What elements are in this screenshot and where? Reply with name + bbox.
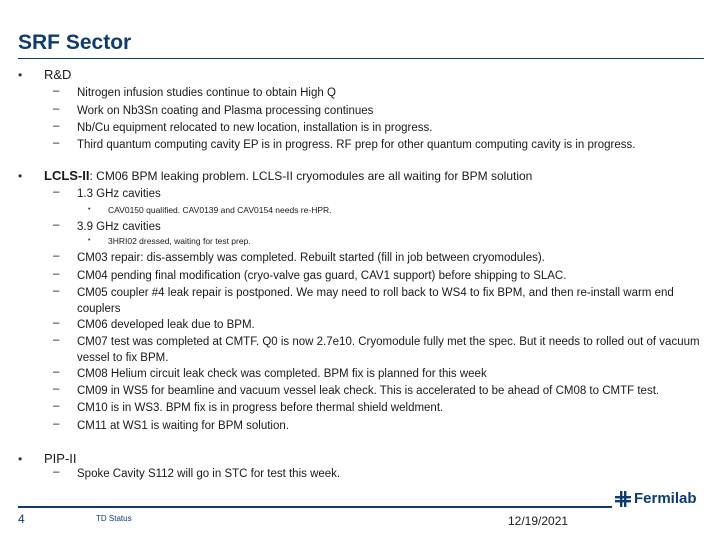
dash-marker: – [53, 120, 60, 132]
list-item: CM08 Helium circuit leak check was completed. BPM fix is planned for this week [77, 368, 487, 380]
list-item: CM04 pending final modification (cryo-valve gas guard, CAV1 support) before shipping to SLAC. [77, 270, 567, 282]
dash-marker: – [53, 317, 60, 329]
fermilab-logo-text: Fermilab [634, 490, 697, 507]
bullet-pip: • [18, 452, 23, 466]
dash-marker: – [53, 285, 60, 297]
heading-pip: PIP-II [44, 451, 77, 466]
dash-marker: – [53, 400, 60, 412]
footer-divider [18, 506, 612, 508]
heading-lcls [44, 168, 532, 183]
list-item: Third quantum computing cavity EP is in progress. RF prep for other quantum computing cavity is in progress. [77, 139, 636, 151]
dash-marker: – [53, 268, 60, 280]
list-item: CM09 in WS5 for beamline and vacuum vessel leak check. This is accelerated to be ahead of CM08 to CMTF test. [77, 385, 660, 397]
sub-heading-39ghz: 3.9 GHz cavities [77, 221, 161, 233]
page-number: 4 [18, 512, 25, 526]
bullet-rd: • [18, 68, 23, 82]
heading-rd: R&D [44, 67, 72, 82]
dash-marker: – [53, 383, 60, 395]
list-item: CM03 repair: dis-assembly was completed. Rebuilt started (fill in job between cryomodules). [77, 252, 545, 264]
dash-marker: – [53, 85, 60, 97]
dash-marker: – [53, 366, 60, 378]
fermilab-logo [615, 490, 697, 507]
heading-lcls-detail: : CM06 BPM leaking problem. LCLS-II cryomodules are all waiting for BPM solution [89, 169, 533, 183]
dash-marker: – [53, 334, 60, 346]
footer-label: TD Status [96, 514, 132, 523]
list-item: CM10 is in WS3. BPM fix is in progress before thermal shield weldment. [77, 402, 444, 414]
dash-marker: – [53, 219, 60, 231]
dash-marker: – [53, 466, 60, 478]
detail-39ghz: 3HRI02 dressed, waiting for test prep. [108, 236, 251, 246]
list-item: CM07 test was completed at CMTF. Q0 is now 2.7e10. Cryomodule fully met the spec. But it needs to rolled out of vacuum vessel to fix BPM. [77, 336, 700, 364]
list-item: Nitrogen infusion studies continue to obtain High Q [77, 87, 336, 99]
list-item: CM06 developed leak due to BPM. [77, 319, 255, 331]
list-item: Nb/Cu equipment relocated to new location, installation is in progress. [77, 122, 433, 134]
bullet-lcls: • [18, 169, 23, 183]
sub-heading-13ghz: 1.3 GHz cavities [77, 188, 161, 200]
dash-marker: – [53, 137, 60, 149]
list-item: Spoke Cavity S112 will go in STC for test this week. [77, 468, 341, 480]
small-bullet: • [88, 206, 91, 213]
small-bullet: • [88, 237, 91, 244]
slide-title: SRF Sector [18, 31, 132, 54]
list-item: CM05 coupler #4 leak repair is postponed. We may need to roll back to WS4 to fix BPM, and then re-install warm end couplers [77, 287, 674, 315]
detail-13ghz: CAV0150 qualified. CAV0139 and CAV0154 needs re-HPR. [108, 205, 332, 215]
footer-date: 12/19/2021 [508, 514, 569, 528]
dash-marker: – [53, 103, 60, 115]
dash-marker: – [53, 186, 60, 198]
dash-marker: – [53, 418, 60, 430]
dash-marker: – [53, 250, 60, 262]
heading-lcls-name: LCLS-II [44, 168, 90, 183]
fermilab-logo-icon [615, 491, 631, 507]
list-item: CM11 at WS1 is waiting for BPM solution. [77, 420, 289, 432]
list-item: Work on Nb3Sn coating and Plasma processing continues [77, 105, 374, 117]
